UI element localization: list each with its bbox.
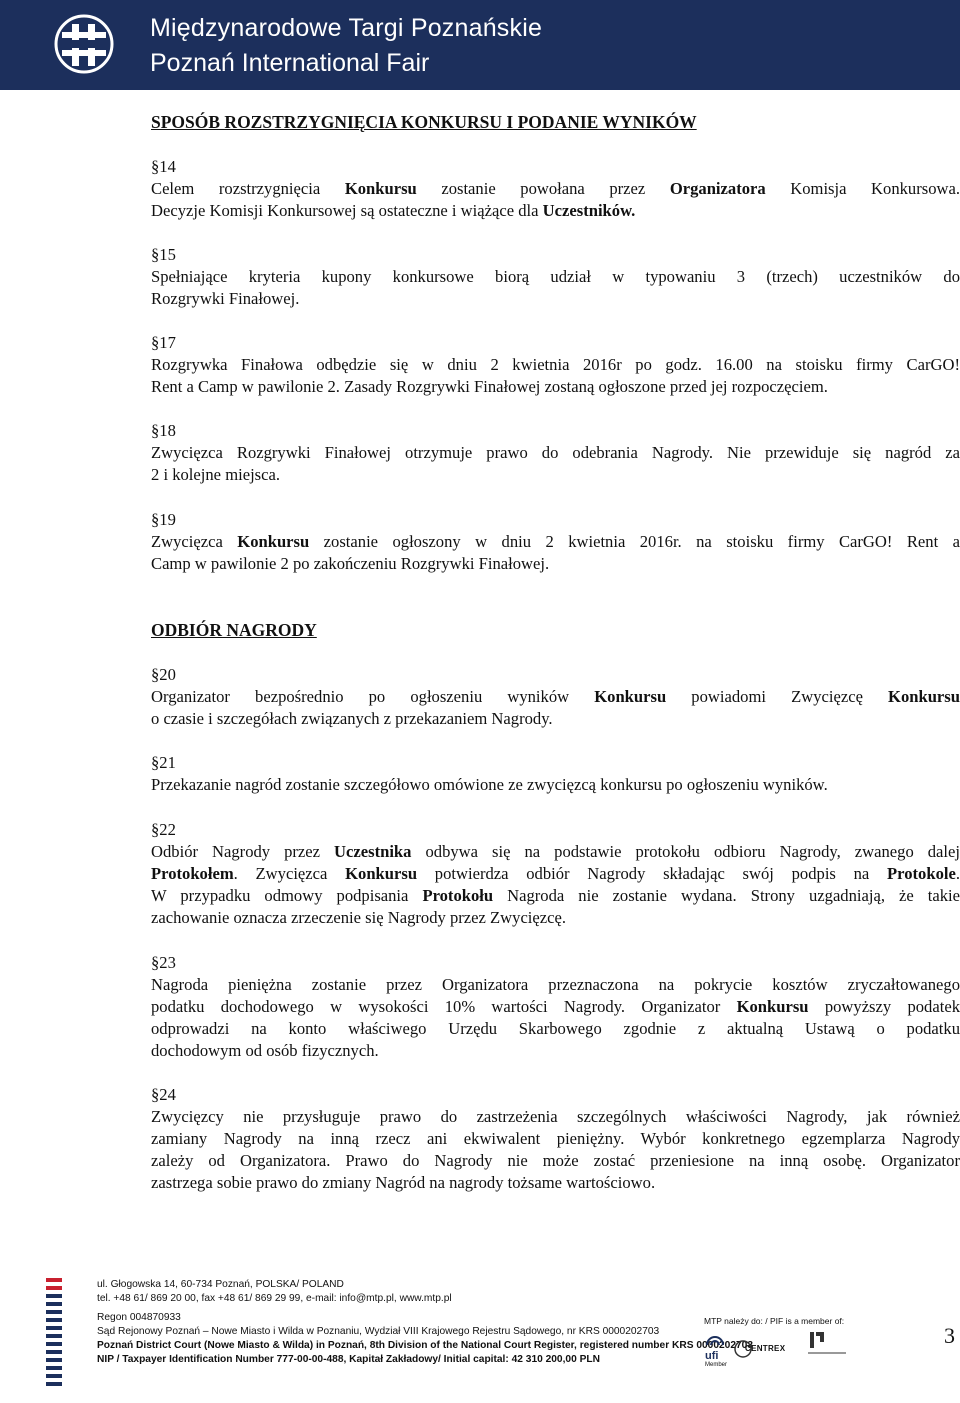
mtp-logo-icon: [52, 14, 116, 74]
footer-court-en: Poznań District Court (Nowe Miasto & Wilda) in Poznań, 8th Division of the National Court Register, registered number KRS 0000202703: [97, 1340, 753, 1351]
paragraph-15-line-2: Rozgrywki Finałowej.: [151, 289, 300, 308]
paragraph-number-14: §14: [151, 157, 176, 176]
ufi-logo: [705, 1333, 728, 1368]
paragraph-20-line-1: Organizator bezpośrednio po ogłoszeniu wyników Konkursu powiadomi Zwycięzcę Konkursu: [151, 687, 960, 706]
centrex-logo: [733, 1338, 786, 1360]
paragraph-22-line-1: Odbiór Nagrody przez Uczestnika odbywa się na podstawie protokołu odbioru Nagrody, zwanego dalej: [151, 842, 960, 861]
paragraph-20-line-2: o czasie i szczegółach związanych z przekazaniem Nagrody.: [151, 709, 553, 728]
pipt-logo: [808, 1330, 848, 1360]
paragraph-22-line-4: zachowanie oznacza zrzeczenie się Nagrody przez Zwycięzcę.: [151, 908, 567, 927]
paragraph-number-24: §24: [151, 1085, 176, 1104]
paragraph-24-line-4: zastrzega sobie prawo do zmiany Nagród na nagrody tożsame wartościowo.: [151, 1173, 656, 1192]
paragraph-14-line-2: Decyzje Komisji Konkursowej są ostateczne i wiążące dla Uczestników.: [151, 201, 636, 220]
section-title-results: SPOSÓB ROZSTRZYGNIĘCIA KONKURSU I PODANIE WYNIKÓW: [151, 112, 697, 132]
paragraph-number-19: §19: [151, 510, 176, 529]
footer-address: ul. Głogowska 14, 60-734 Poznań, POLSKA/ POLAND: [97, 1279, 344, 1290]
centrex-logo-text: CENTREX: [745, 1344, 786, 1353]
footer-nip: NIP / Taxpayer Identification Number 777-00-00-488, Kapitał Zakładowy/ Initial capital: 42 310 200,00 PLN: [97, 1354, 600, 1365]
pipt-logo-icon: [808, 1330, 848, 1360]
paragraph-22-line-2: Protokołem. Zwycięzca Konkursu potwierdza odbiór Nagrody składając swój podpis na Protokole.: [151, 864, 960, 883]
footer-contact: tel. +48 61/ 869 20 00, fax +48 61/ 869 29 99, e-mail: info@mtp.pl, www.mtp.pl: [97, 1293, 452, 1304]
ufi-logo-text: ufi: [705, 1350, 719, 1362]
paragraph-22-line-3: W przypadku odmowy podpisania Protokołu Nagroda nie zostanie wydana. Strony uzgadniają, że takie: [151, 886, 960, 905]
paragraph-19-line-2: Camp w pawilonie 2 po zakończeniu Rozgrywki Finałowej.: [151, 554, 550, 573]
footer-court-pl: Sąd Rejonowy Poznań – Nowe Miasto i Wilda w Poznaniu, Wydział VIII Krajowego Rejestru Sądowego, nr KRS 0000202703: [97, 1326, 660, 1337]
paragraph-19-line-1: Zwycięzca Konkursu zostanie ogłoszony w dniu 2 kwietnia 2016r. na stoisku firmy CarGO! Rent a: [151, 532, 960, 551]
paragraph-18-line-2: 2 i kolejne miejsca.: [151, 465, 281, 484]
paragraph-23-line-3: odprowadzi na konto właściwego Urzędu Skarbowego zgodnie z aktualną Ustawą o podatku: [151, 1019, 960, 1038]
paragraph-21-line-1: Przekazanie nagród zostanie szczegółowo omówione ze zwycięzcą konkursu po ogłoszeniu wyników.: [151, 775, 828, 794]
paragraph-number-22: §22: [151, 820, 176, 839]
footer-stripes-decoration: [46, 1278, 62, 1390]
company-name-pl: Międzynarodowe Targi Poznańskie: [150, 14, 543, 42]
paragraph-14-line-1: Celem rozstrzygnięcia Konkursu zostanie powołana przez Organizatora Komisja Konkursowa.: [151, 179, 960, 198]
paragraph-23-line-1: Nagroda pieniężna zostanie przez Organizatora przeznaczona na pokrycie kosztów zryczałtowanego: [151, 975, 960, 994]
paragraph-number-18: §18: [151, 421, 176, 440]
membership-label: MTP należy do: / PIF is a member of:: [704, 1316, 845, 1326]
page-number: 3: [944, 1323, 955, 1348]
paragraph-number-20: §20: [151, 665, 176, 684]
paragraph-24-line-2: zamiany Nagrody na inną rzecz ani ekwiwalent pieniężny. Wybór konkretnego egzemplarza Nagrody: [151, 1129, 960, 1148]
paragraph-17-line-1: Rozgrywka Finałowa odbędzie się w dniu 2 kwietnia 2016r po godz. 16.00 na stoisku firmy CarGO!: [151, 355, 960, 374]
paragraph-23-line-2: podatku dochodowego w wysokości 10% wartości Nagrody. Organizator Konkursu powyższy podatek: [151, 997, 960, 1016]
paragraph-24-line-1: Zwycięzcy nie przysługuje prawo do zastrzeżenia szczególnych właściwości Nagrody, jak również: [151, 1107, 960, 1126]
paragraph-18-line-1: Zwycięzca Rozgrywki Finałowej otrzymuje prawo do odebrania Nagrody. Nie przewiduje się nagród za: [151, 443, 960, 462]
letterhead-banner: [0, 0, 960, 90]
paragraph-number-15: §15: [151, 245, 176, 264]
paragraph-23-line-4: dochodowym od osób fizycznych.: [151, 1041, 379, 1060]
paragraph-number-23: §23: [151, 953, 176, 972]
paragraph-17-line-2: Rent a Camp w pawilonie 2. Zasady Rozgrywki Finałowej zostaną ogłoszone przed jej rozpoczęciem.: [151, 377, 828, 396]
paragraph-24-line-3: zależy od Organizatora. Prawo do Nagrody nie może zostać przeniesione na inną osobę. Organizator: [151, 1151, 960, 1170]
section-title-prize-collection: ODBIÓR NAGRODY: [151, 620, 317, 640]
paragraph-number-17: §17: [151, 333, 176, 352]
ufi-member-text: Member: [705, 1362, 728, 1368]
paragraph-number-21: §21: [151, 753, 176, 772]
ufi-arcs-icon: [705, 1334, 725, 1346]
footer-regon: Regon 004870933: [97, 1312, 181, 1323]
company-name-en: Poznań International Fair: [150, 49, 430, 77]
paragraph-15-line-1: Spełniające kryteria kupony konkursowe biorą udział w typowaniu 3 (trzech) uczestników do: [151, 267, 960, 286]
